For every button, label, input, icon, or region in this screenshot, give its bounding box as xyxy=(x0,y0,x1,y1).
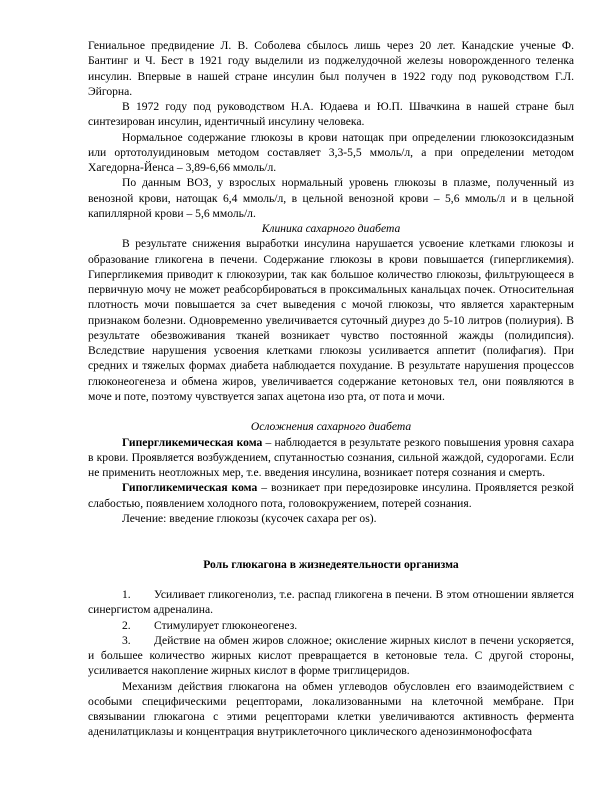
paragraph-normal-glucose: Нормальное содержание глюкозы в крови натощак при определении глюкозоксидазным или ортотолуидиновым методом составляет 3,3-5,5 ммоль/л, а при определении методом Хагедорна-Йенса – 3,89-6,66 ммоль/л. xyxy=(88,130,574,174)
text-hypoglycemic-coma: – возникает при передозировке инсулина. Проявляется резкой слабостью, появлением холодного пота, головокружением, потерей сознания. xyxy=(88,481,575,510)
spacer xyxy=(88,572,574,587)
term-hyperglycemic-coma: Гипергликемическая кома xyxy=(122,435,263,449)
paragraph-glucagon-mechanism: Механизм действия глюкагона на обмен углеводов обусловлен его взаимодействием с особыми специфическими рецепторами, локализованными на клеточной мембране. При связывании глюкагона с этими рецепторами клетки увеличиваются активность фермента аденилатциклазы и концентрация внутриклеточного циклического аденозинмонофосфата xyxy=(88,679,574,739)
list-item xyxy=(88,618,574,633)
list-item-text: Стимулирует глюконеогенез. xyxy=(154,618,298,632)
list-item-number: 3. xyxy=(122,633,131,647)
text-hyperglycemic-coma: – наблюдается в результате резкого повышения уровня сахара в крови. Проявляется возбуждением, спутанностью сознания, сильной жаждой, судорогами. Если не применить неотложных мер, т.е. введения инсулина, возникает потеря сознания и смерть. xyxy=(88,435,574,479)
paragraph-insulin-synthesis: В 1972 году под руководством Н.А. Юдаева и Ю.П. Швачкина в нашей стране был синтезирован инсулин, идентичный инсулину человека. xyxy=(88,100,574,129)
paragraph-insulin-history: Гениальное предвидение Л. В. Соболева сбылось лишь через 20 лет. Канадские ученые Ф. Бантинг и Ч. Бест в 1921 году выделили из поджелудочной железы новорожденного теленка инсулин. Впервые в нашей стране инсулин был получен в 1922 году под руководством Г.Л. Эйгорна. xyxy=(88,39,574,98)
list-item xyxy=(88,587,574,618)
heading-glucagon: Роль глюкагона в жизнедеятельности организма xyxy=(203,557,459,571)
list-item-text: Усиливает гликогенолиз, т.е. распад гликогена в печени. В этом отношении является синергистом адреналина. xyxy=(88,588,574,617)
spacer xyxy=(88,404,574,419)
heading-complications: Осложнения сахарного диабета xyxy=(250,420,412,434)
list-item-text: Действие на обмен жиров сложное; окисление жирных кислот в печени ускоряется, и большее количество жирных кислот превращается в кетоновые тела. С другой стороны, усиливается накопление жирных кислот в форме триглицеридов. xyxy=(88,633,574,678)
list-item xyxy=(88,633,574,679)
list-item-number: 1. xyxy=(122,588,131,601)
spacer xyxy=(88,526,574,541)
document-body xyxy=(88,38,574,740)
heading-clinic: Клиника сахарного диабета xyxy=(261,222,401,235)
paragraph-treatment: Лечение: введение глюкозы (кусочек сахара per os). xyxy=(122,511,377,525)
paragraph-clinic: В результате снижения выработки инсулина нарушается усвоение клетками глюкозы и образование гликогена в печени. Содержание глюкозы в крови повышается (гипергликемия). Гипергликемия приводит к глюкозурии, так как большое количество глюкозы, фильтрующееся в первичную мочу не может реабсорбироваться в проксимальных канальцах почек. Относительная плотность мочи повышается за счет выведения с мочой глюкозы, что является характерным признаком болезни. Одновременно увеличивается суточный диурез до 5-10 литров (полиурия). В результате обезвоживания тканей возникает чувство постоянной жажды (полидипсия). Вследствие нарушения усвоения клетками глюкозы усиливается аппетит (полифагия). При средних и тяжелых формах диабета наблюдается похудание. В результате нарушения процессов глюконеогенеза и обмена жиров, увеличивается содержание кетоновых тел, они появляются в моче и поте, поэтому чувствуется запах ацетона изо рта, от пота и мочи. xyxy=(88,237,574,403)
paragraph-hypoglycemic-coma xyxy=(88,480,574,511)
spacer xyxy=(88,541,574,556)
paragraph-who-data: По данным ВОЗ, у взрослых нормальный уровень глюкозы в плазме, полученный из венозной крови, натощак 6,4 ммоль/л, в цельной венозной крови – 5,6 ммоль/л и в цельной капиллярной крови – 5,6 ммоль/л. xyxy=(88,176,574,220)
list-item-number: 2. xyxy=(122,618,131,632)
term-hypoglycemic-coma: Гипогликемическая кома xyxy=(122,481,258,495)
paragraph-hyperglycemic-coma xyxy=(88,435,574,481)
